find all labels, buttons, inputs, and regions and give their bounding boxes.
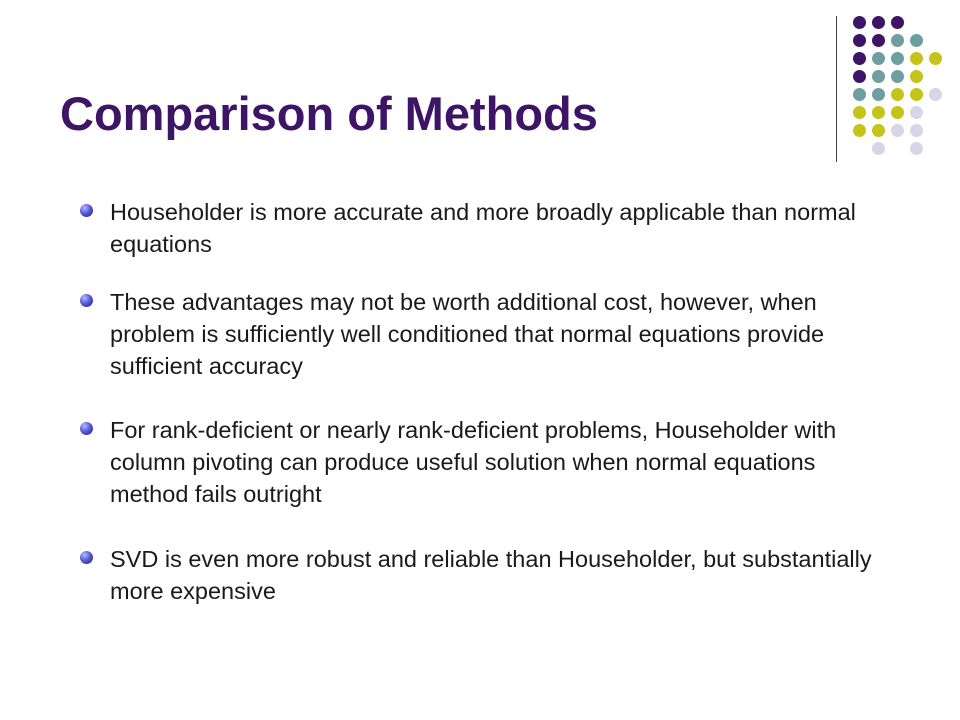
decorative-dot <box>910 88 923 101</box>
decorative-dot <box>910 124 923 137</box>
decorative-dot <box>910 142 923 155</box>
bullet-dot-icon <box>80 204 93 217</box>
decorative-dot <box>872 34 885 47</box>
decorative-dot <box>853 106 866 119</box>
decorative-dot <box>872 16 885 29</box>
bullet-text: SVD is even more robust and reliable than Householder, but substantially more expensive <box>110 546 872 604</box>
decorative-dot <box>929 88 942 101</box>
decorative-dot <box>872 88 885 101</box>
decorative-dot <box>891 106 904 119</box>
decorative-dot <box>910 70 923 83</box>
decorative-dot <box>891 52 904 65</box>
bullet-text: For rank-deficient or nearly rank-deficient problems, Householder with column pivoting can produce useful solution when normal equations method fails outright <box>110 417 837 507</box>
decorative-dot <box>891 124 904 137</box>
decorative-dot <box>853 70 866 83</box>
decorative-dot <box>872 52 885 65</box>
decorative-dot <box>891 70 904 83</box>
decorative-dot <box>853 52 866 65</box>
decorative-dot <box>853 124 866 137</box>
decorative-dot <box>872 106 885 119</box>
decorative-dot <box>910 52 923 65</box>
bullet-dot-icon <box>80 422 93 435</box>
decorative-dot <box>853 88 866 101</box>
bullet-text: These advantages may not be worth additional cost, however, when problem is sufficiently well conditioned that normal equations provide sufficient accuracy <box>110 289 825 379</box>
decorative-dot <box>853 16 866 29</box>
title-divider-line <box>836 16 837 162</box>
decorative-dot <box>872 124 885 137</box>
decorative-dot <box>891 88 904 101</box>
decorative-dot <box>929 52 942 65</box>
slide-title: Comparison of Methods <box>60 87 598 140</box>
bullet-dot-icon <box>80 294 93 307</box>
decorative-dot <box>853 34 866 47</box>
decorative-dot <box>910 34 923 47</box>
bullet-text: Householder is more accurate and more broadly applicable than normal equations <box>110 199 856 257</box>
decorative-dot <box>872 70 885 83</box>
bullet-dot-icon <box>80 551 93 564</box>
decorative-dot <box>891 34 904 47</box>
decorative-dot <box>872 142 885 155</box>
decorative-dot <box>910 106 923 119</box>
decorative-dot <box>891 16 904 29</box>
